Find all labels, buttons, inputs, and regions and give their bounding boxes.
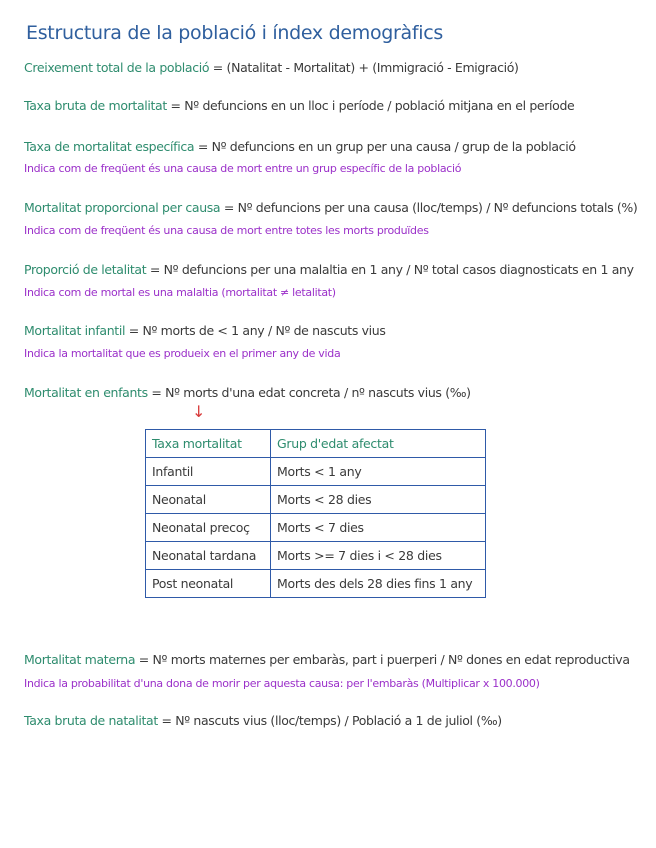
formula-term: Mortalitat infantil bbox=[24, 323, 126, 338]
formula-note: Indica com de freqüent és una causa de mort entre totes les morts produïdes bbox=[24, 224, 429, 237]
formula-maternal-mortality bbox=[24, 652, 630, 667]
formula-specific-mortality bbox=[24, 139, 576, 154]
formula-child-mortality bbox=[24, 385, 471, 400]
formula-note: Indica com de mortal es una malaltia (mortalitat ≠ letalitat) bbox=[24, 286, 336, 299]
formula-term: Mortalitat materna bbox=[24, 652, 136, 667]
formula-definition: = Nº defuncions per una malaltia en 1 any / Nº total casos diagnosticats en 1 any bbox=[146, 262, 634, 277]
table-row bbox=[146, 486, 486, 514]
table-cell: Infantil bbox=[146, 458, 271, 486]
formula-definition: = Nº defuncions en un grup per una causa / grup de la població bbox=[194, 139, 576, 154]
formula-note: Indica la probabilitat d'una dona de morir per aquesta causa: per l'embaràs (Multiplicar x 100.000) bbox=[24, 677, 540, 690]
table-cell: Morts < 7 dies bbox=[271, 514, 486, 542]
formula-term: Taxa de mortalitat específica bbox=[24, 139, 195, 154]
formula-term: Taxa bruta de natalitat bbox=[24, 713, 158, 728]
formula-note: Indica la mortalitat que es produeix en el primer any de vida bbox=[24, 347, 341, 360]
formula-definition: = Nº morts de < 1 any / Nº de nascuts vius bbox=[125, 323, 386, 338]
formula-growth bbox=[24, 60, 519, 75]
formula-gross-mortality bbox=[24, 98, 574, 113]
table-cell: Morts < 28 dies bbox=[271, 486, 486, 514]
formula-term: Mortalitat en enfants bbox=[24, 385, 148, 400]
formula-definition: = Nº nascuts vius (lloc/temps) / Població a 1 de juliol (‰) bbox=[157, 713, 502, 728]
page-title: Estructura de la població i índex demogràfics bbox=[26, 22, 443, 44]
formula-definition: = Nº morts maternes per embaràs, part i puerperi / Nº dones en edat reproductiva bbox=[135, 652, 630, 667]
table-row bbox=[146, 458, 486, 486]
table-cell: Morts des dels 28 dies fins 1 any bbox=[271, 570, 486, 598]
formula-definition: = (Natalitat - Mortalitat) + (Immigració - Emigració) bbox=[209, 60, 519, 75]
table-cell: Neonatal precoç bbox=[146, 514, 271, 542]
formula-infant-mortality bbox=[24, 323, 386, 338]
formula-definition: = Nº defuncions en un lloc i període / població mitjana en el període bbox=[166, 98, 575, 113]
table-row bbox=[146, 542, 486, 570]
formula-definition: = Nº morts d'una edat concreta / nº nascuts vius (‰) bbox=[147, 385, 471, 400]
table-header: Taxa mortalitat bbox=[146, 430, 271, 458]
table-cell: Morts >= 7 dies i < 28 dies bbox=[271, 542, 486, 570]
table-row bbox=[146, 570, 486, 598]
table-cell: Neonatal tardana bbox=[146, 542, 271, 570]
formula-definition: = Nº defuncions per una causa (lloc/temps) / Nº defuncions totals (%) bbox=[220, 200, 638, 215]
table-header-row bbox=[146, 430, 486, 458]
formula-gross-natality bbox=[24, 713, 502, 728]
arrow-down-icon: ↓ bbox=[192, 402, 206, 421]
formula-term: Taxa bruta de mortalitat bbox=[24, 98, 167, 113]
formula-term: Mortalitat proporcional per causa bbox=[24, 200, 221, 215]
table-row bbox=[146, 514, 486, 542]
table-cell: Morts < 1 any bbox=[271, 458, 486, 486]
table-header: Grup d'edat afectat bbox=[271, 430, 486, 458]
table-cell: Neonatal bbox=[146, 486, 271, 514]
table-cell: Post neonatal bbox=[146, 570, 271, 598]
formula-proportional-mortality bbox=[24, 200, 637, 215]
formula-lethality bbox=[24, 262, 634, 277]
formula-note: Indica com de freqüent és una causa de mort entre un grup específic de la població bbox=[24, 162, 462, 175]
formula-term: Creixement total de la població bbox=[24, 60, 210, 75]
mortality-table bbox=[145, 429, 486, 598]
formula-term: Proporció de letalitat bbox=[24, 262, 147, 277]
